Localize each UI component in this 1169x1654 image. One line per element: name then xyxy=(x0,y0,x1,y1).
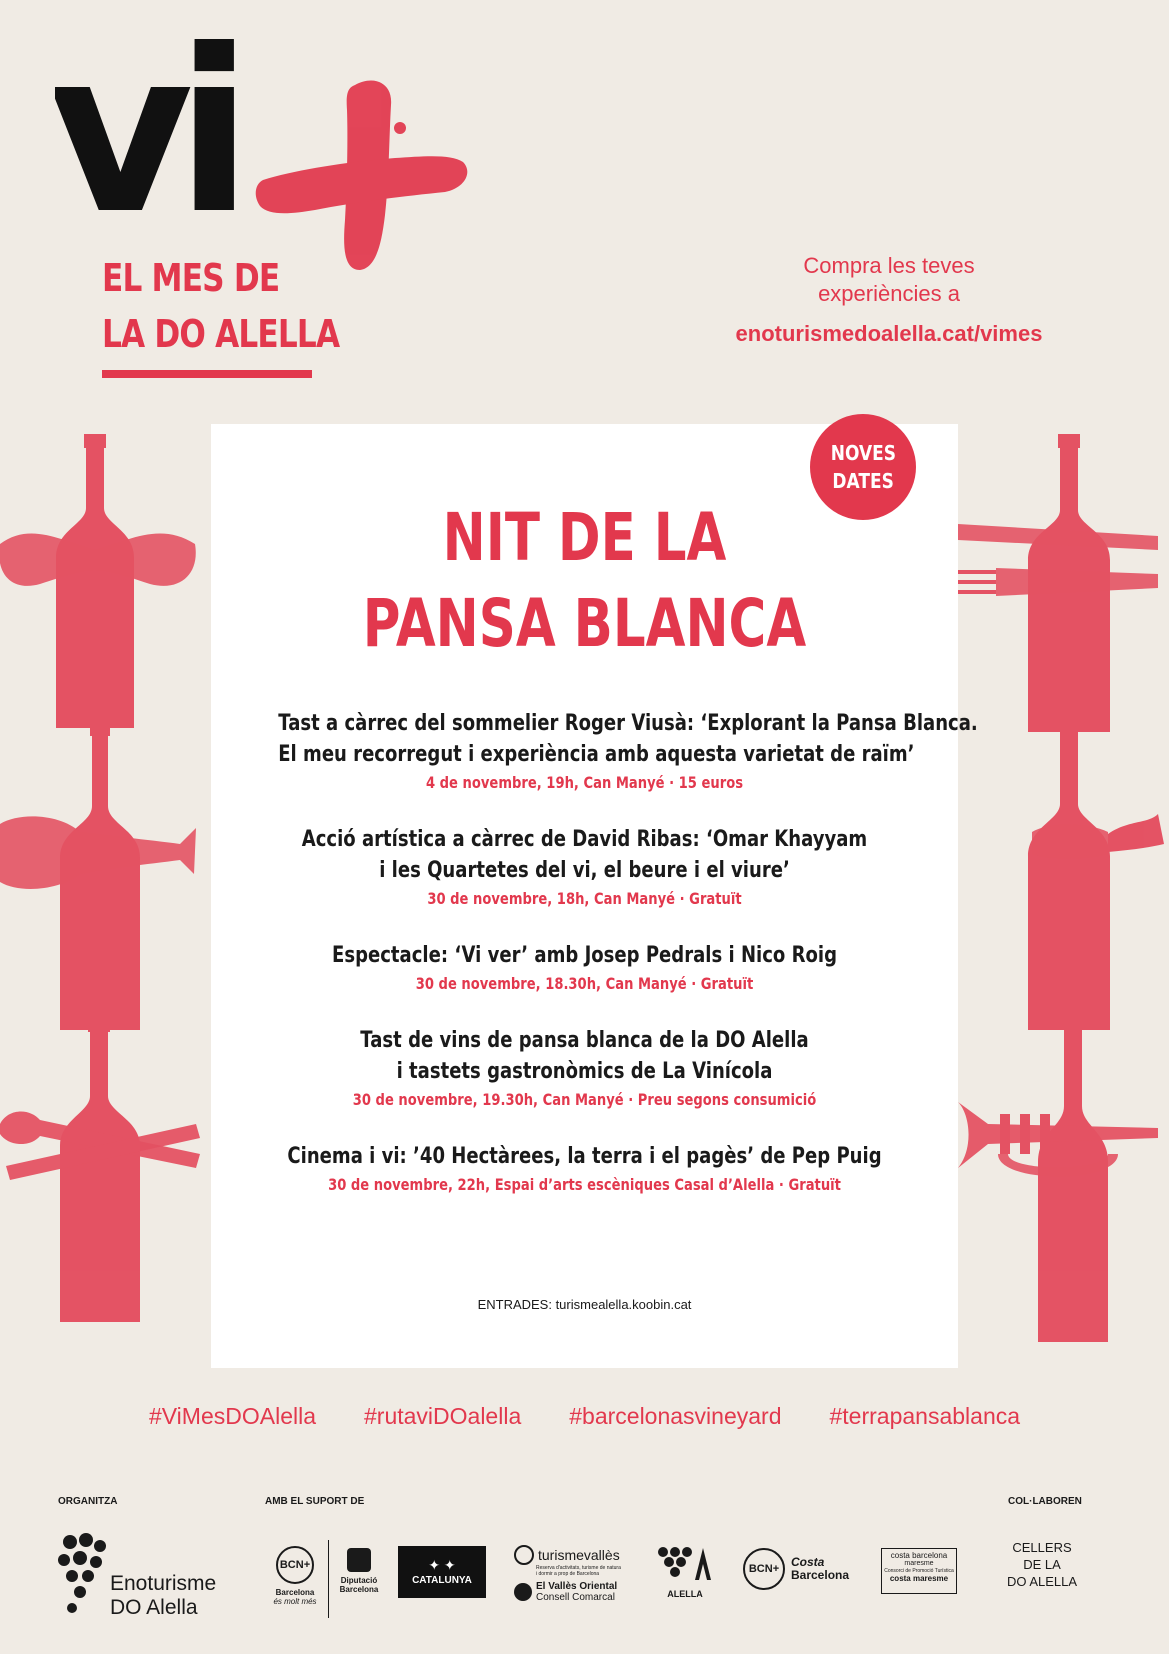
costa-circle-icon: BCN+ xyxy=(743,1548,785,1590)
badge-line1: NOVES xyxy=(830,441,896,465)
enoturisme-line1: Enoturisme xyxy=(110,1572,217,1595)
event-list xyxy=(211,708,978,1226)
subtitle-line2: LA DO ALELLA xyxy=(102,312,340,356)
hashtag[interactable]: #ViMesDOAlella xyxy=(148,1403,316,1429)
valles-oriental-icon xyxy=(514,1583,532,1601)
barcelona-logo xyxy=(265,1546,325,1618)
hashtag[interactable]: #rutaviDOalella xyxy=(364,1403,522,1429)
organitza-label: ORGANITZA xyxy=(58,1496,118,1507)
event-title-line: Espectacle: ‘Vi ver’ amb Josep Pedrals i Nico Roig xyxy=(332,943,837,968)
costamaresme-small: Consorci de Promoció Turística xyxy=(884,1568,954,1574)
subtitle-line1: EL MES DE xyxy=(102,256,280,300)
costa-line2: Barcelona xyxy=(791,1568,850,1582)
bottle-mask-icon xyxy=(0,434,196,728)
event-title-line: Acció artística a càrrec de David Ribas: ‘Omar Khayyam xyxy=(301,827,868,852)
event-details: 30 de novembre, 18h, Can Manyé · Gratuït xyxy=(427,889,742,908)
diputacio-icon xyxy=(347,1548,371,1572)
buy-url-link[interactable]: enoturismedoalella.cat/vimes xyxy=(735,321,1043,346)
alella-text: ALELLA xyxy=(667,1589,703,1599)
costa-maresme-logo xyxy=(881,1548,957,1594)
catalunya-logo xyxy=(398,1546,486,1598)
turismevalles-logo xyxy=(514,1545,634,1603)
suport-label: AMB EL SUPORT DE xyxy=(265,1496,365,1507)
event-title-line: Tast a càrrec del sommelier Roger Viusà: ‘Explorant la Pansa Blanca. xyxy=(278,711,978,736)
vi-logo-text: vi xyxy=(55,30,235,264)
logo-divider xyxy=(328,1540,329,1618)
diputacio-line1: Diputació xyxy=(340,1576,378,1585)
badge-line2: DATES xyxy=(832,469,894,493)
alella-grape-icon xyxy=(655,1544,715,1584)
event-title-line: Tast de vins de pansa blanca de la DO Alella xyxy=(360,1028,809,1053)
bcn-line1: Barcelona xyxy=(275,1588,315,1597)
event-title xyxy=(211,495,958,667)
enoturisme-line2: DO Alella xyxy=(110,1596,198,1619)
bcn-line2: és molt més xyxy=(273,1597,317,1606)
event-item xyxy=(211,1141,958,1198)
turismevalles-small2: i dormir a prop de Barcelona xyxy=(536,1571,600,1577)
turismevalles-icon xyxy=(514,1545,534,1565)
buy-info xyxy=(719,252,1059,348)
title-line2: PANSA BLANCA xyxy=(362,585,807,662)
title-line1: NIT DE LA xyxy=(442,499,727,576)
turismevalles-text: turismevallès xyxy=(538,1547,620,1563)
buy-line1: Compra les teves xyxy=(803,253,975,278)
hashtag[interactable]: #terrapansablanca xyxy=(829,1403,1021,1429)
valles-oriental-line1: El Vallès Oriental xyxy=(536,1581,618,1592)
catalunya-text: CATALUNYA xyxy=(412,1575,472,1586)
bottle-cutlery-icon xyxy=(958,434,1158,732)
event-title-line: El meu recorregut i experiència amb aquesta varietat de raïm’ xyxy=(278,742,915,767)
event-item xyxy=(211,940,958,997)
event-title-line: i les Quartetes del vi, el beure i el viure’ xyxy=(379,858,790,883)
buy-line2: experiències a xyxy=(818,281,960,306)
costamaresme-line2: maresme xyxy=(904,1560,934,1567)
cellers-logo xyxy=(992,1539,1092,1590)
event-details: 4 de novembre, 19h, Can Manyé · 15 euros xyxy=(425,773,744,792)
event-details: 30 de novembre, 19.30h, Can Manyé · Preu segons consumició xyxy=(352,1090,817,1109)
event-item xyxy=(211,824,958,912)
costamaresme-line1: costa barcelona xyxy=(890,1551,948,1560)
bottle-ribbon-icon xyxy=(1028,718,1164,1030)
hashtag[interactable]: #barcelonasvineyard xyxy=(569,1403,782,1429)
cellers-line1: CELLERS xyxy=(1012,1540,1072,1555)
event-details: 30 de novembre, 22h, Espai d’arts escèniques Casal d’Alella · Gratuït xyxy=(328,1175,841,1194)
event-item xyxy=(211,1025,958,1113)
cellers-line3: DO ALELLA xyxy=(1006,1574,1078,1589)
left-bottles-illustration xyxy=(0,424,200,1364)
right-bottles-illustration xyxy=(958,424,1169,1364)
costa-line1: Costa xyxy=(791,1555,825,1569)
diputacio-line2: Barcelona xyxy=(339,1585,379,1594)
event-title-line: Cinema i vi: ’40 Hectàrees, la terra i el pagès’ de Pep Puig xyxy=(287,1144,882,1169)
event-details: 30 de novembre, 18.30h, Can Manyé · Gratuït xyxy=(415,974,754,993)
cellers-line2: DE LA xyxy=(1023,1557,1061,1572)
catalunya-icon: ✦ ✦ xyxy=(428,1557,456,1573)
event-item xyxy=(211,708,978,796)
turismevalles-small1: Reserva d'activitats, turisme de natura xyxy=(536,1565,621,1571)
valles-oriental-line2: Consell Comarcal xyxy=(536,1592,615,1603)
subtitle-underline xyxy=(102,370,312,378)
bottle-trumpet-icon xyxy=(958,1002,1158,1342)
event-title-line: i tastets gastronòmics de La Vinícola xyxy=(396,1059,773,1084)
bottle-glass-icon xyxy=(0,724,196,1030)
diputacio-logo xyxy=(336,1548,382,1594)
collaboren-label: COL·LABOREN xyxy=(1008,1496,1082,1507)
alella-logo xyxy=(655,1544,715,1599)
tickets-link[interactable]: ENTRADES: turismealella.koobin.cat xyxy=(477,1297,692,1312)
grape-icon xyxy=(58,1530,108,1620)
hashtag-row xyxy=(0,1403,1169,1430)
enoturisme-logo xyxy=(58,1530,238,1620)
costamaresme-line3: costa maresme xyxy=(889,1574,949,1583)
costa-barcelona-logo xyxy=(743,1548,855,1590)
bottle-cross-icon xyxy=(0,1018,200,1322)
bcn-circle-icon: BCN+ xyxy=(276,1546,314,1584)
